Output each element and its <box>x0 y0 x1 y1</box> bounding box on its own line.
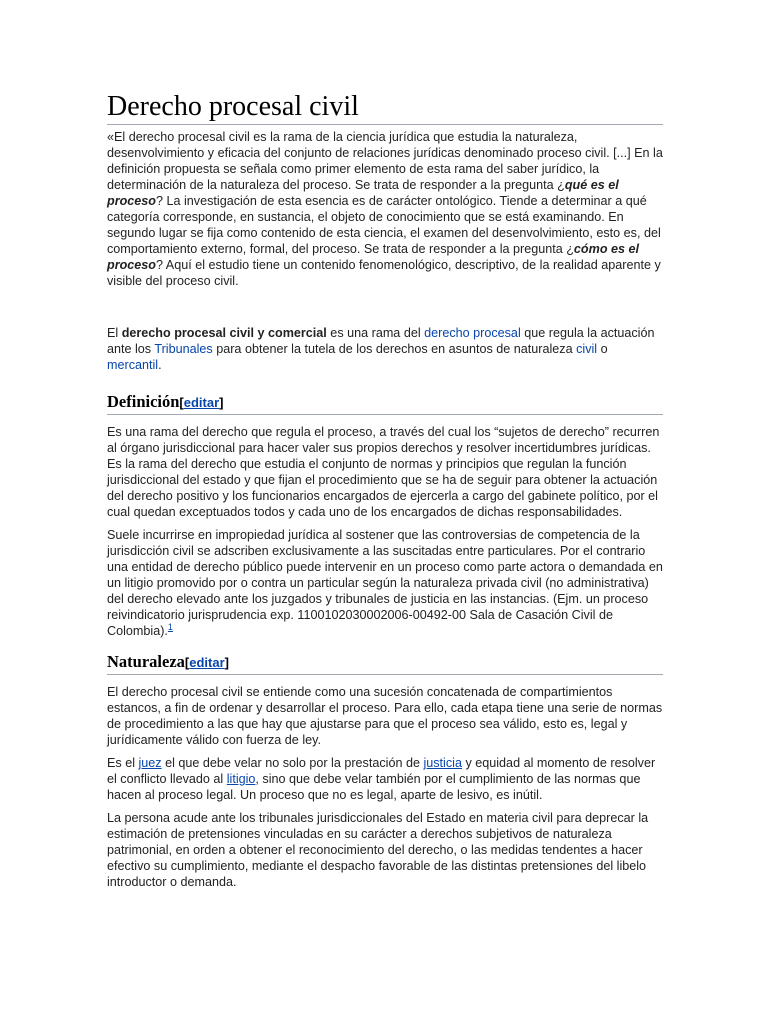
edit-link-wrapper <box>179 395 223 410</box>
quote-question-1: qué es el proceso <box>107 178 619 208</box>
section-heading-naturaleza <box>107 651 663 675</box>
edit-link-wrapper <box>185 655 229 670</box>
section-title: Naturaleza <box>107 652 185 671</box>
quote-paragraph <box>107 129 663 289</box>
section-title: Definición <box>107 392 180 411</box>
intro-text-3: que regula la actuación ante los <box>107 326 655 356</box>
naturaleza-paragraph-2 <box>107 755 663 803</box>
edit-bracket-open: [ <box>179 395 184 410</box>
naturaleza-text-2: el que debe velar no solo por la prestación de <box>161 756 424 770</box>
quote-text-2: ? La investigación de esta esencia es de carácter ontológico. Tiende a determinar a qué categoría corresponde, en sustancia, el objeto de conocimiento que se está examinando. En segundo lugar se fija como contenido de esta ciencia, el examen del desenvolvimiento, esto es, del comportamiento externo, formal, del proceso. Se trata de responder a la pregunta ¿ <box>107 194 661 256</box>
intro-text-6: . <box>158 358 162 372</box>
link-mercantil[interactable]: mercantil <box>107 358 159 372</box>
edit-link-definicion[interactable]: editar <box>183 395 220 410</box>
intro-bold-term: derecho procesal civil y comercial <box>121 326 327 340</box>
footnote-link[interactable]: 1 <box>167 621 173 632</box>
section-heading-definicion <box>107 391 663 415</box>
naturaleza-paragraph-1: El derecho procesal civil se entiende como una sucesión concatenada de compartimientos estancos, a fin de ordenar y desarrollar el proceso. Para ello, cada etapa tiene una serie de normas de procedimiento a las que hay que ajustarse para que el proceso sea válido, esto es, legal y jurídicamente válido con fuerza de ley. <box>107 685 663 747</box>
intro-text-1: El <box>107 326 122 340</box>
link-juez[interactable]: juez <box>138 756 162 770</box>
naturaleza-text-4: , sino que debe velar también por el cumplimiento de las normas que hacen al proceso legal. Un proceso que no es legal, aparte de lesivo, es inútil. <box>107 772 641 802</box>
quote-text-3: ? Aquí el estudio tiene un contenido fenomenológico, descriptivo, de la realidad aparente y visible del proceso civil. <box>107 258 661 288</box>
definicion-paragraph-2-text: Suele incurrirse en impropiedad jurídica al sostener que las controversias de competencia de la jurisdicción civil se adscriben exclusivamente a las suscitadas entre particulares. Por el contrario una entidad de derecho público puede intervenir en un proceso como parte actora o demandada en un litigio promovido por o contra un particular según la naturaleza privada civil (no administrativa) del derecho elevado ante los juzgados y tribunales de justicia en las instancias. (Ejm. un proceso reivindicatorio jurisprudencia exp. 1100102030002006-00492-00 Sala de Casación Civil de Colombia). <box>107 528 663 638</box>
link-tribunales[interactable]: Tribunales <box>154 342 213 356</box>
link-derecho-procesal[interactable]: derecho procesal <box>424 326 521 340</box>
edit-bracket-close: ] <box>224 655 229 670</box>
intro-paragraph <box>107 325 663 373</box>
intro-text-4: para obtener la tutela de los derechos en asuntos de naturaleza <box>212 342 577 356</box>
definicion-paragraph-1: Es una rama del derecho que regula el proceso, a través del cual los “sujetos de derecho” recurren al órgano jurisdiccional para hacer valer sus propios derechos y resolver incertidumbres jurídicas. Es la rama del derecho que estudia el conjunto de normas y principios que regulan la función jurisdiccional del estado y que fijan el procedimiento que se ha de seguir para obtener la actuación del derecho positivo y los funcionarios encargados de ejercerla a cargo del gabinete político, por el cual quedan exceptuados todos y cada uno de los encargados de dichas responsabilidades. <box>107 425 660 519</box>
naturaleza-paragraph-3: La persona acude ante los tribunales jurisdiccionales del Estado en materia civil para deprecar la estimación de pretensiones vinculadas en su carácter a derechos subjetivos de naturaleza patrimonial, en orden a obtener el reconocimiento del derecho, o las medidas tendentes a hacer efectivo su cumplimiento, mediante el despacho favorable de las distintas pretensiones del libelo introductor o demanda. <box>107 811 649 889</box>
edit-link-naturaleza[interactable]: editar <box>189 655 225 670</box>
edit-bracket-open: [ <box>184 655 190 670</box>
edit-bracket-close: ] <box>219 395 224 410</box>
quote-text-1: «El derecho procesal civil es la rama de la ciencia jurídica que estudia la naturaleza, desenvolvimiento y eficacia del conjunto de relaciones jurídicas denominado proceso civil. [...] En la definición propuesta se señala como primer elemento de esta rama del saber jurídico, la determinación de la naturaleza del proceso. Se trata de responder a la pregunta ¿ <box>107 130 663 192</box>
intro-text-5: o <box>597 342 608 356</box>
intro-text-2: es una rama del <box>326 326 425 340</box>
page-title: Derecho procesal civil <box>107 90 663 125</box>
link-civil[interactable]: civil <box>576 342 598 356</box>
quote-question-2: cómo es el proceso <box>107 242 640 272</box>
definicion-paragraph-2 <box>107 527 663 639</box>
naturaleza-text-1: Es el <box>107 756 139 770</box>
link-litigio[interactable]: litigio <box>226 772 256 786</box>
link-justicia[interactable]: justicia <box>423 756 462 770</box>
article-content <box>107 90 663 897</box>
naturaleza-text-3: y equidad al momento de resolver el conflicto llevado al <box>107 756 656 786</box>
